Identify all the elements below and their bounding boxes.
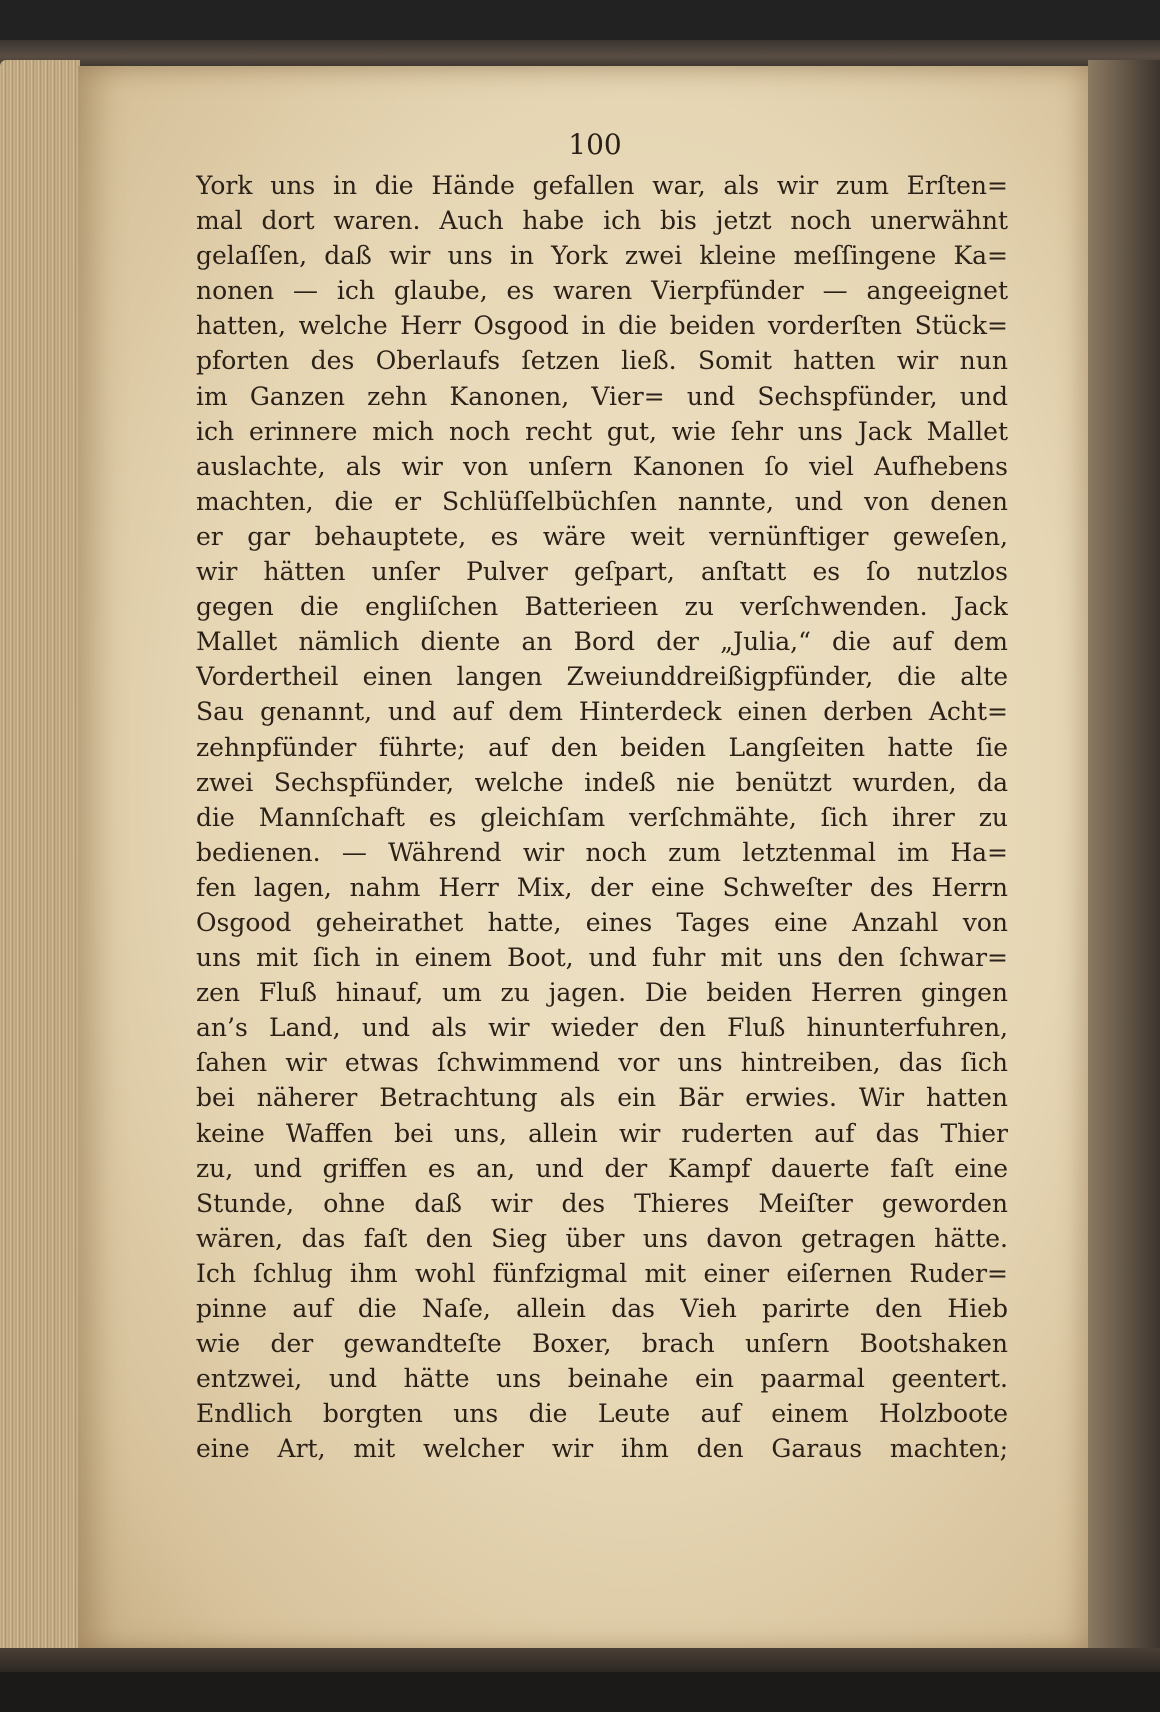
text-line: gelaſſen, daß wir uns in York zwei kleine meſſingene Ka= — [196, 241, 1008, 271]
text-line: bei näherer Betrachtung als ein Bär erwies. Wir hatten — [196, 1083, 1008, 1113]
text-line: wir hätten unſer Pulver geſpart, anſtatt es ſo nutzlos — [196, 557, 1008, 587]
text-line: Stunde, ohne daß wir des Thieres Meiſter geworden — [196, 1188, 1008, 1218]
text-line: fen lagen, nahm Herr Mix, der eine Schweſter des Herrn — [196, 872, 1008, 902]
text-line: im Ganzen zehn Kanonen, Vier= und Sechspfünder, und — [196, 381, 1008, 411]
text-line: entzwei, und hätte uns beinahe ein paarmal geentert. — [196, 1364, 1008, 1394]
text-line: keine Waffen bei uns, allein wir ruderten auf das Thier — [196, 1118, 1008, 1148]
text-line: wären, das faſt den Sieg über uns davon getragen hätte. — [196, 1223, 1008, 1253]
text-line: eine Art, mit welcher wir ihm den Garaus machten; — [196, 1434, 1008, 1464]
text-line: uns mit ſich in einem Boot, und fuhr mit uns den ſchwar= — [196, 943, 1008, 973]
text-line: zen Fluß hinauf, um zu jagen. Die beiden Herren gingen — [196, 978, 1008, 1008]
text-line: Endlich borgten uns die Leute auf einem Holzboote — [196, 1399, 1008, 1429]
page-number: 100 — [568, 128, 622, 161]
text-line: zwei Sechspfünder, welche indeß nie benützt wurden, da — [196, 767, 1008, 797]
text-line: an’s Land, und als wir wieder den Fluß hinunterfuhren, — [196, 1013, 1008, 1043]
text-line: zehnpfünder führte; auf den beiden Langſeiten hatte ſie — [196, 732, 1008, 762]
text-line: bedienen. — Während wir noch zum letztenmal im Ha= — [196, 837, 1008, 867]
text-line: machten, die er Schlüſſelbüchſen nannte, und von denen — [196, 486, 1008, 516]
text-line: er gar behauptete, es wäre weit vernünftiger geweſen, — [196, 521, 1008, 551]
text-line: Vordertheil einen langen Zweiunddreißigpfünder, die alte — [196, 662, 1008, 692]
text-line: ſahen wir etwas ſchwimmend vor uns hintreiben, das ſich — [196, 1048, 1008, 1078]
book-cover-bottom-edge — [0, 1648, 1160, 1672]
text-line: pinne auf die Naſe, allein das Vieh parirte den Hieb — [196, 1294, 1008, 1323]
text-line: Sau genannt, und auf dem Hinterdeck einen derben Acht= — [196, 697, 1008, 727]
book-cover-top-edge — [0, 40, 1160, 68]
text-line: Ich ſchlug ihm wohl fünfzigmal mit einer eiſernen Ruder= — [196, 1258, 1008, 1288]
text-line: pforten des Oberlaufs ſetzen ließ. Somit hatten wir nun — [196, 346, 1008, 376]
text-line: die Mannſchaft es gleichſam verſchmähte, ſich ihrer zu — [196, 802, 1008, 832]
text-line: auslachte, als wir von unſern Kanonen ſo viel Aufhebens — [196, 451, 1008, 481]
text-line: zu, und griffen es an, und der Kampf dauerte faſt eine — [196, 1153, 1008, 1183]
text-line: Mallet nämlich diente an Bord der „Julia,“ die auf dem — [196, 627, 1008, 657]
text-line: gegen die engliſchen Batterieen zu verſchwenden. Jack — [196, 592, 1008, 622]
body-text — [196, 168, 1008, 1466]
text-line: nonen — ich glaube, es waren Vierpfünder — angeeignet — [196, 276, 1008, 306]
text-line: York uns in die Hände gefallen war, als wir zum Erſten= — [196, 171, 1008, 200]
text-line: hatten, welche Herr Osgood in die beiden vorderſten Stück= — [196, 311, 1008, 341]
right-page-shadow — [1088, 60, 1160, 1660]
text-line: wie der gewandteſte Boxer, brach unſern Bootshaken — [196, 1329, 1008, 1359]
text-line: mal dort waren. Auch habe ich bis jetzt noch unerwähnt — [196, 206, 1008, 236]
page-stack-edges — [0, 60, 80, 1660]
text-line: ich erinnere mich noch recht gut, wie ſehr uns Jack Mallet — [196, 416, 1008, 446]
text-line: Osgood geheirathet hatte, eines Tages eine Anzahl von — [196, 907, 1008, 937]
